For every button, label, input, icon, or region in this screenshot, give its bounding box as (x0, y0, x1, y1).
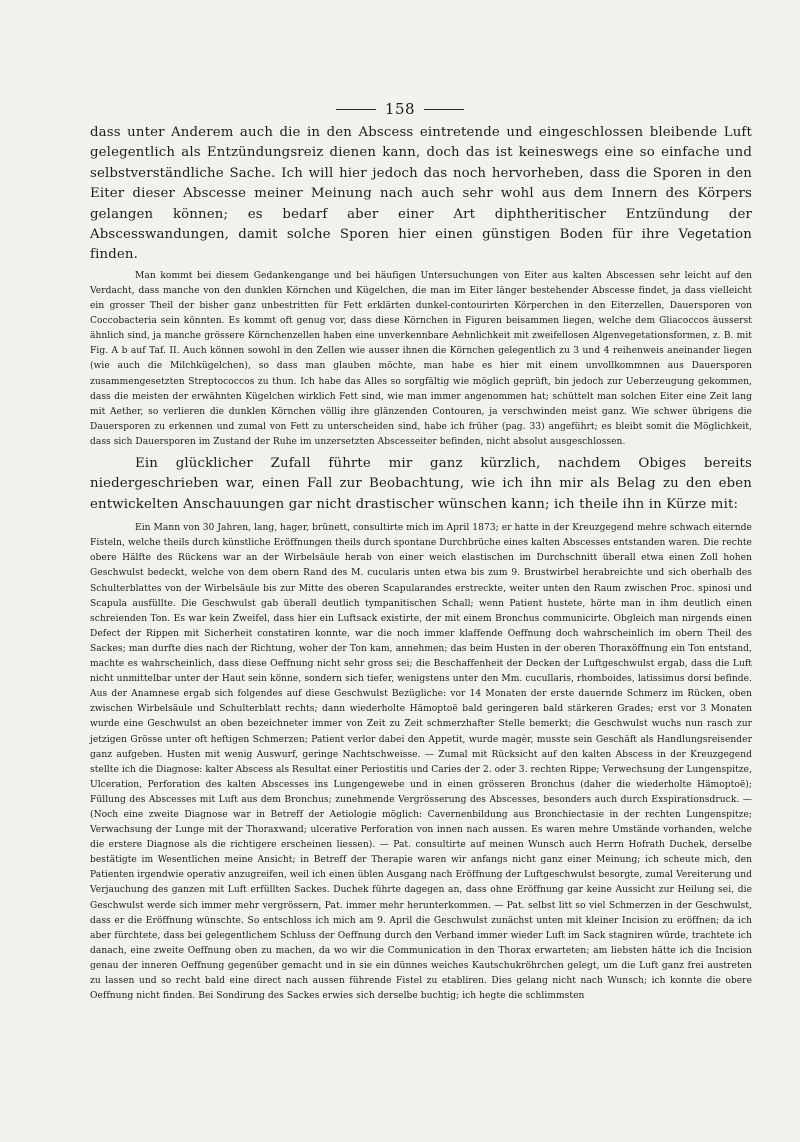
paragraph-case-report: Ein Mann von 30 Jahren, lang, hager, brünett, consultirte mich im April 1873; er hatte in der Kreuzgegend mehre schwach eiternde Fisteln, welche theils durch künstliche Eröffnungen theils durch spontane Durchbrüche eines kalten Abscesses entstanden waren. Die rechte obere Hälfte des Rückens war an der Wirbelsäule herab von einer weich elastischen im Durchschnitt überall etwa einen Zoll hohen Geschwulst bedeckt, welche von dem obern Rand des M. cucularis unten etwa bis zum 9. Brustwirbel herabreichte und sich oberhalb des Schulterblattes von der Wirbelsäule bis zur Mitte des oberen Scapularandes erstreckte, weiter unten den Raum zwischen Proc. spinosi und Scapula ausfüllte. Die Geschwulst gab überall deutlich tympanitischen Schall; wenn Patient hustete, hörte man in ihm deutlich einen schreienden Ton. Es war kein Zweifel, dass hier ein Luftsack existirte, der mit einem Bronchus communicirte. Obgleich man nirgends einen Defect der Rippen mit Sicherheit constatiren konnte, war die noch immer klaffende Oeffnung doch wahrscheinlich im obern Theil des Sackes; man durfte dies nach der Richtung, woher der Ton kam, annehmen; das beim Husten in der oberen Thoraxöffnung ein Ton entstand, machte es wahrscheinlich, dass diese Oeffnung nicht sehr gross sei; die Beschaffenheit der Decken der Luftgeschwulst ergab, dass die Luft nicht unmittelbar unter der Haut sein könne, sondern sich tiefer, wenigstens unter den Mm. cucullaris, rhomboides, latissimus dorsi befinde. Aus der Anamnese ergab sich folgendes auf diese Geschwulst Bezügliche: vor 14 Monaten der erste dauernde Schmerz im Rücken, oben zwischen Wirbelsäule und Schulterblatt rechts; dann wiederholte Hämoptoë bald geringeren bald stärkeren Grades; erst vor 3 Monaten wurde eine Geschwulst an oben bezeichneter immer von Zeit zu Zeit schmerzhafter Stelle bemerkt; die Geschwulst wuchs nun rasch zur jetzigen Grösse unter oft heftigen Schmerzen; Patient verlor dabei den Appetit, wurde magèr, musste sein Geschäft als Handlungsreisender ganz aufgeben. Husten mit wenig Auswurf, geringe Nachtschweisse. — Zumal mit Rücksicht auf den kalten Abscess in der Kreuzgegend stellte ich die Diagnose: kalter Abscess als Resultat einer Periostitis und Caries der 2. oder 3. rechten Rippe; Verwechsung der Lungenspitze, Ulceration, Perforation des kalten Abscesses ins Lungengewebe und in einen grösseren Bronchus (daher die wiederholte Hämoptoë); Füllung des Abscesses mit Luft aus dem Bronchus; zunehmende Vergrösserung des Abscesses, besonders auch durch Exspirationsdruck. — (Noch eine zweite Diagnose war in Betreff der Aetiologie möglich: Cavernenbildung aus Bronchiectasie in der rechten Lungenspitze; Verwachsung der Lunge mit der Thoraxwand; ulcerative Perforation von innen nach aussen. Es waren mehre Umstände vorhanden, welche die erstere Diagnose als die richtigere erscheinen liessen). — Pat. consultirte auf meinen Wunsch auch Herrn Hofrath Duchek, derselbe bestätigte im Wesentlichen meine Ansicht; in Betreff der Therapie waren wir anfangs nicht ganz einer Meinung; ich scheute mich, den Patienten irgendwie operativ anzugreifen, weil ich einen üblen Ausgang nach Eröffnung der Luftgeschwulst besorgte, zumal Vereiterung und Verjauchung des ganzen mit Luft erfüllten Sackes. Duchek führte dagegen an, dass ohne Eröffnung gar keine Aussicht zur Heilung sei, die Geschwulst werde sich immer mehr vergrössern, Pat. immer mehr herunterkommen. — Pat. selbst litt so viel Schmerzen in der Geschwulst, dass er die Eröffnung wünschte. So entschloss ich mich am 9. April die Geschwulst zunächst unten mit kleiner Incision zu eröffnen; da ich aber fürchtete, dass bei gelegentlichem Schluss der Oeffnung durch den Verband immer wieder Luft im Sack stagniren würde, trachtete ich danach, eine zweite Oeffnung oben zu machen, da wo wir die Communication in den Thorax erwarteten; am liebsten hätte ich die Incision genau der inneren Oeffnung gegenüber gemacht und in sie ein dünnes weiches Kautschukröhrchen gelegt, um die Luft ganz frei austreten zu lassen und so recht bald eine direct nach aussen führende Fistel zu etabliren. Dies gelang nicht nach Wunsch; ich konnte die obere Oeffnung nicht finden. Bei Sondirung des Sackes erwies sich derselbe buchtig; ich hegte die schlimmsten (90, 523, 752, 1002)
paragraph-small-print-note: Man kommt bei diesem Gedankengange und bei häufigen Untersuchungen von Eiter aus kalten Abscessen sehr leicht auf den Verdacht, dass manche von den dunklen Körnchen und Kügelchen, die man im Eiter länger bestehender Abscesse findet, ja dass vielleicht ein grosser Theil der bisher ganz unbestritten für Fett erklärten dunkel-contourirten Körperchen in den Eiterzellen, Dauersporen von Coccobacteria sein könnten. Es kommt oft genug vor, dass diese Körnchen in Figuren beisammen liegen, welche dem Gliacoccos äusserst ähnlich sind, ja manche grössere Körnchenzellen haben eine unverkennbare Aehnlichkeit mit zweifellosen Algenvegetationsformen, z. B. mit Fig. A b auf Taf. II. Auch können sowohl in den Zellen wie ausser ihnen die Körnchen gelegentlich zu 3 und 4 reihenweis aneinander liegen (wie auch die Milchkügelchen), so dass man glauben möchte, man habe es hier mit einem unvollkommnen aus Dauersporen zusammengesetzten Streptococcos zu thun. Ich habe das Alles so sorgfältig wie möglich geprüft, bin jedoch zur Ueberzeugung gekommen, dass die meisten der erwähnten Kügelchen wirklich Fett sind, wie man immer angenommen hat; schüttelt man solchen Eiter eine Zeit lang mit Aether, so verlieren die dunklen Körnchen völlig ihre glänzenden Contouren, ja verschwinden meist ganz. Wie schwer übrigens die Dauersporen zu erkennen und zumal von Fett zu unterscheiden sind, habe ich früher (pag. 33) angeführt; es bleibt somit die Möglichkeit, dass sich Dauersporen im Zustand der Ruhe im unzersetzten Abscesseiter befinden, nicht absolut ausgeschlossen. (90, 270, 752, 447)
paragraph-intro: dass unter Anderem auch die in den Abscess eintretende und eingeschlossen bleibende Luft gelegentlich als Entzündungsreiz dienen kann, doch das ist keineswegs eine so einfache und selbstverständliche Sache. Ich will hier jedoch das noch hervorheben, dass die Sporen in den Eiter dieser Abscesse meiner Meinung nach auch sehr wohl aus dem Innern des Körpers gelangen können; es bedarf aber einer Art diphtheritischer Entzündung der Abscesswandungen, damit solche Sporen hier einen günstigen Boden für ihre Vegetation finden. (90, 125, 752, 263)
header-rule-right (424, 109, 464, 110)
page-header (0, 100, 800, 118)
paragraph-case-introduction: Ein glücklicher Zufall führte mir ganz kürzlich, nachdem Obiges bereits niedergeschrieben war, einen Fall zur Beobachtung, wie ich ihn mir als Belag zu den eben entwickelten Anschauungen gar nicht drastischer wünschen kann; ich theile ihn in Kürze mit: (90, 455, 752, 512)
header-rule-left (336, 109, 376, 110)
page-body (90, 123, 752, 1004)
page-number: 158 (384, 100, 416, 118)
